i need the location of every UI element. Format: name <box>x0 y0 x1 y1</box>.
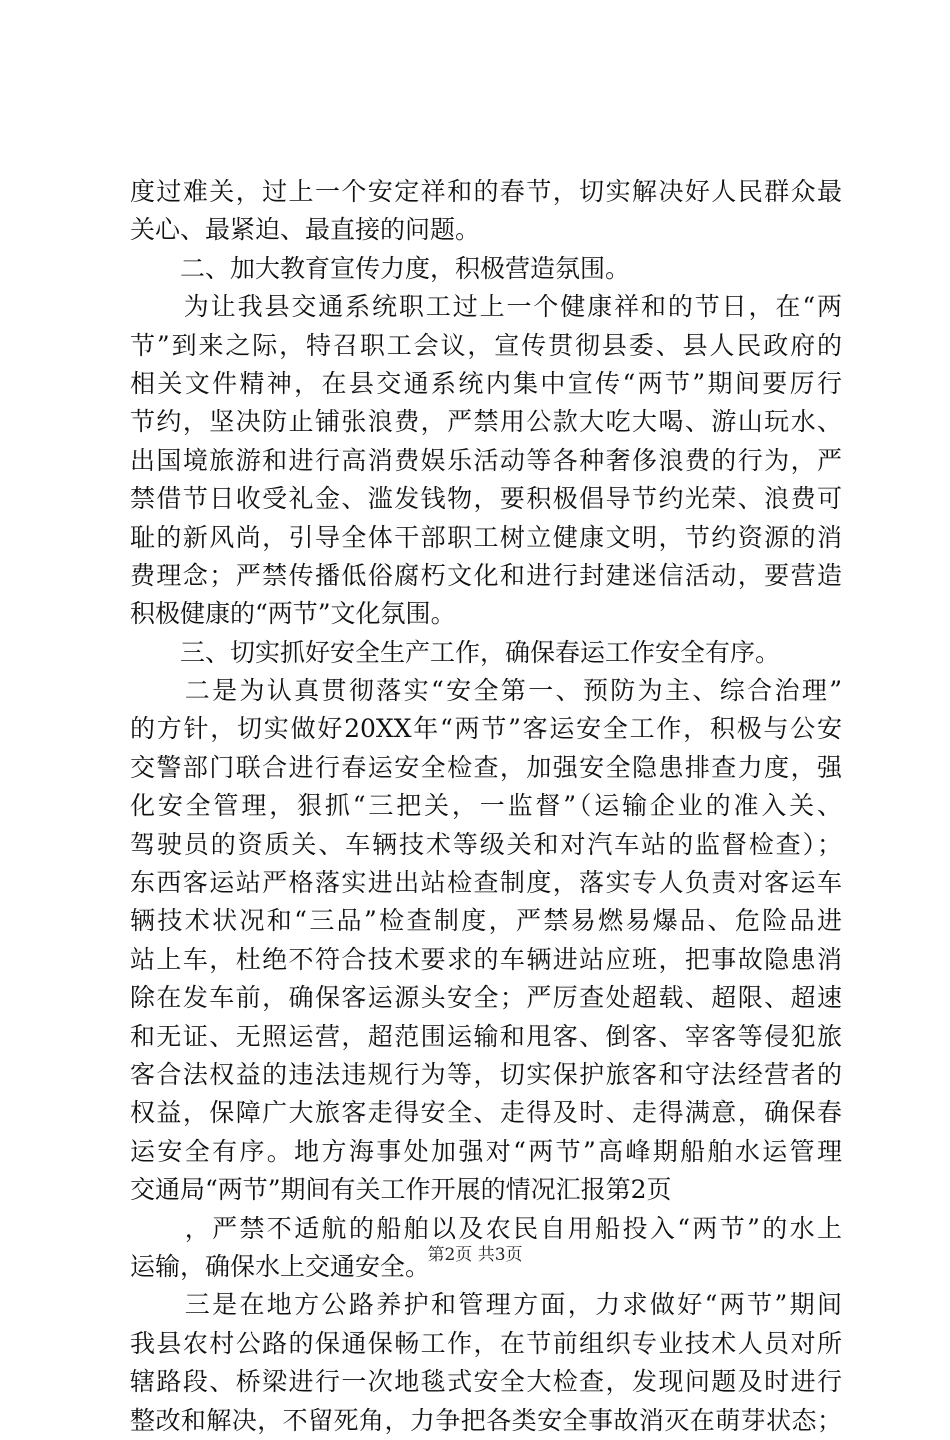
section-heading: 三、切实抓好安全生产工作，确保春运工作安全有序。 <box>130 637 781 667</box>
text-line: 和无证、无照运营，超范围运输和甩客、倒客、宰客等侵犯旅 <box>130 1021 842 1051</box>
text-line: 化安全管理，狠抓“三把关，一监督”（运输企业的准入关、 <box>130 791 842 821</box>
section-heading: 二、加大教育宣传力度，积极营造氛围。 <box>130 253 631 283</box>
text-line: 二是为认真贯彻落实“安全第一、预防为主、综合治理” <box>130 676 842 706</box>
text-line: 出国境旅游和进行高消费娱乐活动等各种奢侈浪费的行为，严 <box>130 445 842 475</box>
text-line: 的方针，切实做好20XX年“两节”客运安全工作，积极与公安 <box>130 714 842 744</box>
text-line: 东西客运站严格落实进出站检查制度，落实专人负责对客运车 <box>130 868 842 898</box>
text-line: 辖路段、桥梁进行一次地毯式安全大检查，发现问题及时进行 <box>130 1367 842 1397</box>
text-line: 整改和解决，不留死角，力争把各类安全事故消灭在萌芽状态； <box>130 1405 842 1435</box>
text-line: 积极健康的“两节”文化氛围。 <box>130 599 456 629</box>
text-line: 关心、最紧迫、最直接的问题。 <box>130 215 481 245</box>
text-line: 除在发车前，确保客运源头安全；严厉查处超载、超限、超速 <box>130 983 842 1013</box>
text-line: 站上车，杜绝不符合技术要求的车辆进站应班，把事故隐患消 <box>130 944 842 974</box>
text-line: ，严禁不适航的船舶以及农民自用船投入“两节”的水上 <box>130 1213 842 1243</box>
text-line: 相关文件精神，在县交通系统内集中宣传“两节”期间要厉行 <box>130 368 842 398</box>
text-line: 耻的新风尚，引导全体干部职工树立健康文明，节约资源的消 <box>130 522 842 552</box>
text-line: 为让我县交通系统职工过上一个健康祥和的节日，在“两 <box>130 292 842 322</box>
text-line: 运输，确保水上交通安全。 <box>130 1251 431 1281</box>
text-line: 交通局“两节”期间有关工作开展的情况汇报第2页 <box>130 1175 672 1205</box>
text-line: 费理念；严禁传播低俗腐朽文化和进行封建迷信活动，要营造 <box>130 560 842 590</box>
text-line: 禁借节日收受礼金、滥发钱物，要积极倡导节约光荣、浪费可 <box>130 484 842 514</box>
text-line: 驾驶员的资质关、车辆技术等级关和对汽车站的监督检查）； <box>130 829 842 859</box>
text-line: 权益，保障广大旅客走得安全、走得及时、走得满意，确保春 <box>130 1098 842 1128</box>
text-line: 节”到来之际，特召职工会议，宣传贯彻县委、县人民政府的 <box>130 330 842 360</box>
text-line: 度过难关，过上一个安定祥和的春节，切实解决好人民群众最 <box>130 177 842 206</box>
page-number-footer: 第2页 共3页 <box>427 1245 523 1265</box>
text-line: 我县农村公路的保通保畅工作，在节前组织专业技术人员对所 <box>130 1328 842 1358</box>
text-line: 三是在地方公路养护和管理方面，力求做好“两节”期间 <box>130 1290 842 1320</box>
text-line: 客合法权益的违法违规行为等，切实保护旅客和守法经营者的 <box>130 1059 842 1089</box>
text-line: 运安全有序。地方海事处加强对“两节”高峰期船舶水运管理 <box>130 1136 842 1166</box>
text-line: 节约，坚决防止铺张浪费，严禁用公款大吃大喝、游山玩水、 <box>130 407 842 437</box>
text-line: 交警部门联合进行春运安全检查，加强安全隐患排查力度，强 <box>130 752 842 782</box>
text-line: 辆技术状况和“三品”检查制度，严禁易燃易爆品、危险品进 <box>130 906 842 936</box>
